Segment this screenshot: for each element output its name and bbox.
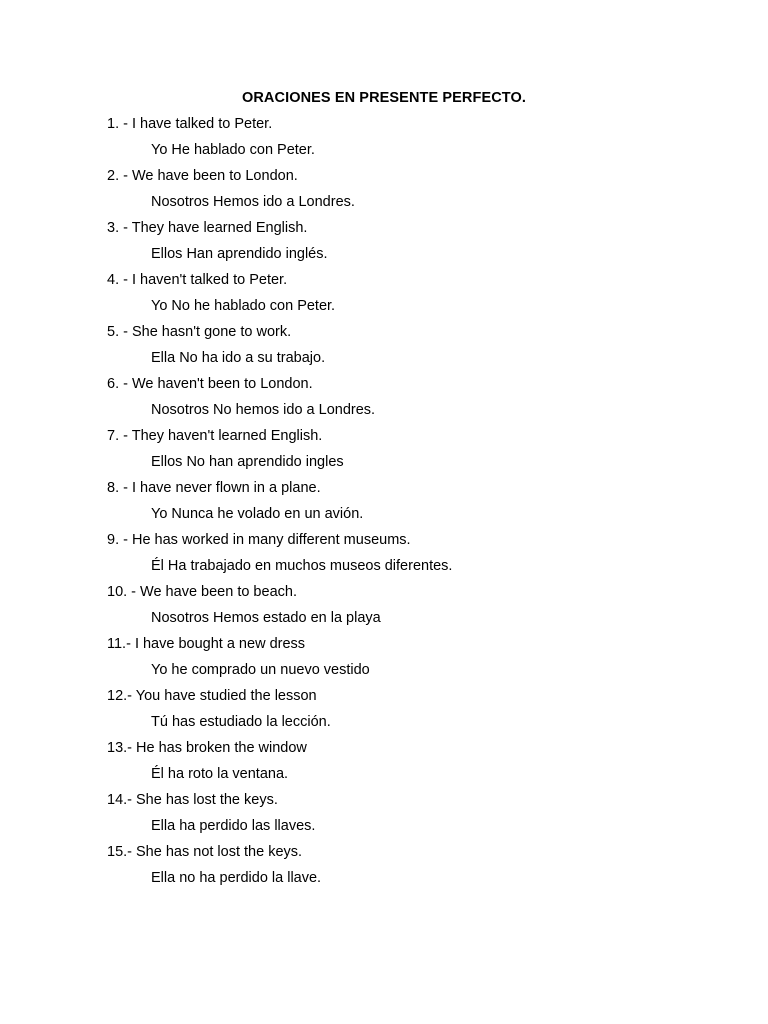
- sentence-item-4: [107, 271, 452, 323]
- spanish-translation: Nosotros No hemos ido a Londres.: [151, 402, 376, 418]
- sentence-item-10: [107, 583, 452, 635]
- english-sentence: 15.- She has not lost the keys.: [107, 844, 303, 860]
- spanish-translation: Nosotros Hemos ido a Londres.: [151, 194, 355, 210]
- document-title: ORACIONES EN PRESENTE PERFECTO.: [241, 90, 527, 106]
- sentence-item-7: [107, 427, 452, 479]
- sentence-item-11: [107, 635, 452, 687]
- english-sentence: 10. - We have been to beach.: [107, 584, 297, 600]
- spanish-translation: Él ha roto la ventana.: [151, 766, 289, 782]
- english-sentence: 9. - He has worked in many different museums.: [107, 532, 411, 548]
- spanish-translation: Él Ha trabajado en muchos museos diferentes.: [151, 558, 453, 574]
- english-sentence: 2. - We have been to London.: [107, 168, 298, 184]
- spanish-translation: Yo Nunca he volado en un avión.: [151, 506, 364, 522]
- spanish-translation: Ella No ha ido a su trabajo.: [151, 350, 326, 366]
- spanish-translation: Yo He hablado con Peter.: [151, 142, 315, 158]
- sentence-item-1: [107, 115, 452, 167]
- spanish-translation: Yo he comprado un nuevo vestido: [151, 662, 370, 678]
- spanish-translation: Ellos Han aprendido inglés.: [151, 246, 328, 262]
- english-sentence: 5. - She hasn't gone to work.: [107, 324, 292, 340]
- english-sentence: 4. - I haven't talked to Peter.: [107, 272, 288, 288]
- english-sentence: 8. - I have never flown in a plane.: [107, 480, 321, 496]
- sentence-item-15: [107, 843, 452, 895]
- sentence-item-6: [107, 375, 452, 427]
- sentence-item-2: [107, 167, 452, 219]
- english-sentence: 7. - They haven't learned English.: [107, 428, 323, 444]
- spanish-translation: Ella ha perdido las llaves.: [151, 818, 316, 834]
- spanish-translation: Ellos No han aprendido ingles: [151, 454, 344, 470]
- english-sentence: 6. - We haven't been to London.: [107, 376, 313, 392]
- english-sentence: 1. - I have talked to Peter.: [107, 116, 273, 132]
- english-sentence: 12.- You have studied the lesson: [107, 688, 317, 704]
- sentence-item-9: [107, 531, 452, 583]
- spanish-translation: Ella no ha perdido la llave.: [151, 870, 322, 886]
- sentence-item-12: [107, 687, 452, 739]
- sentence-item-3: [107, 219, 452, 271]
- spanish-translation: Yo No he hablado con Peter.: [151, 298, 336, 314]
- sentence-item-13: [107, 739, 452, 791]
- english-sentence: 11.- I have bought a new dress: [107, 636, 306, 652]
- sentence-item-14: [107, 791, 452, 843]
- english-sentence: 13.- He has broken the window: [107, 740, 307, 756]
- sentence-list: [107, 115, 452, 895]
- english-sentence: 14.- She has lost the keys.: [107, 792, 278, 808]
- sentence-item-8: [107, 479, 452, 531]
- spanish-translation: Tú has estudiado la lección.: [151, 714, 331, 730]
- spanish-translation: Nosotros Hemos estado en la playa: [151, 610, 381, 626]
- english-sentence: 3. - They have learned English.: [107, 220, 308, 236]
- sentence-item-5: [107, 323, 452, 375]
